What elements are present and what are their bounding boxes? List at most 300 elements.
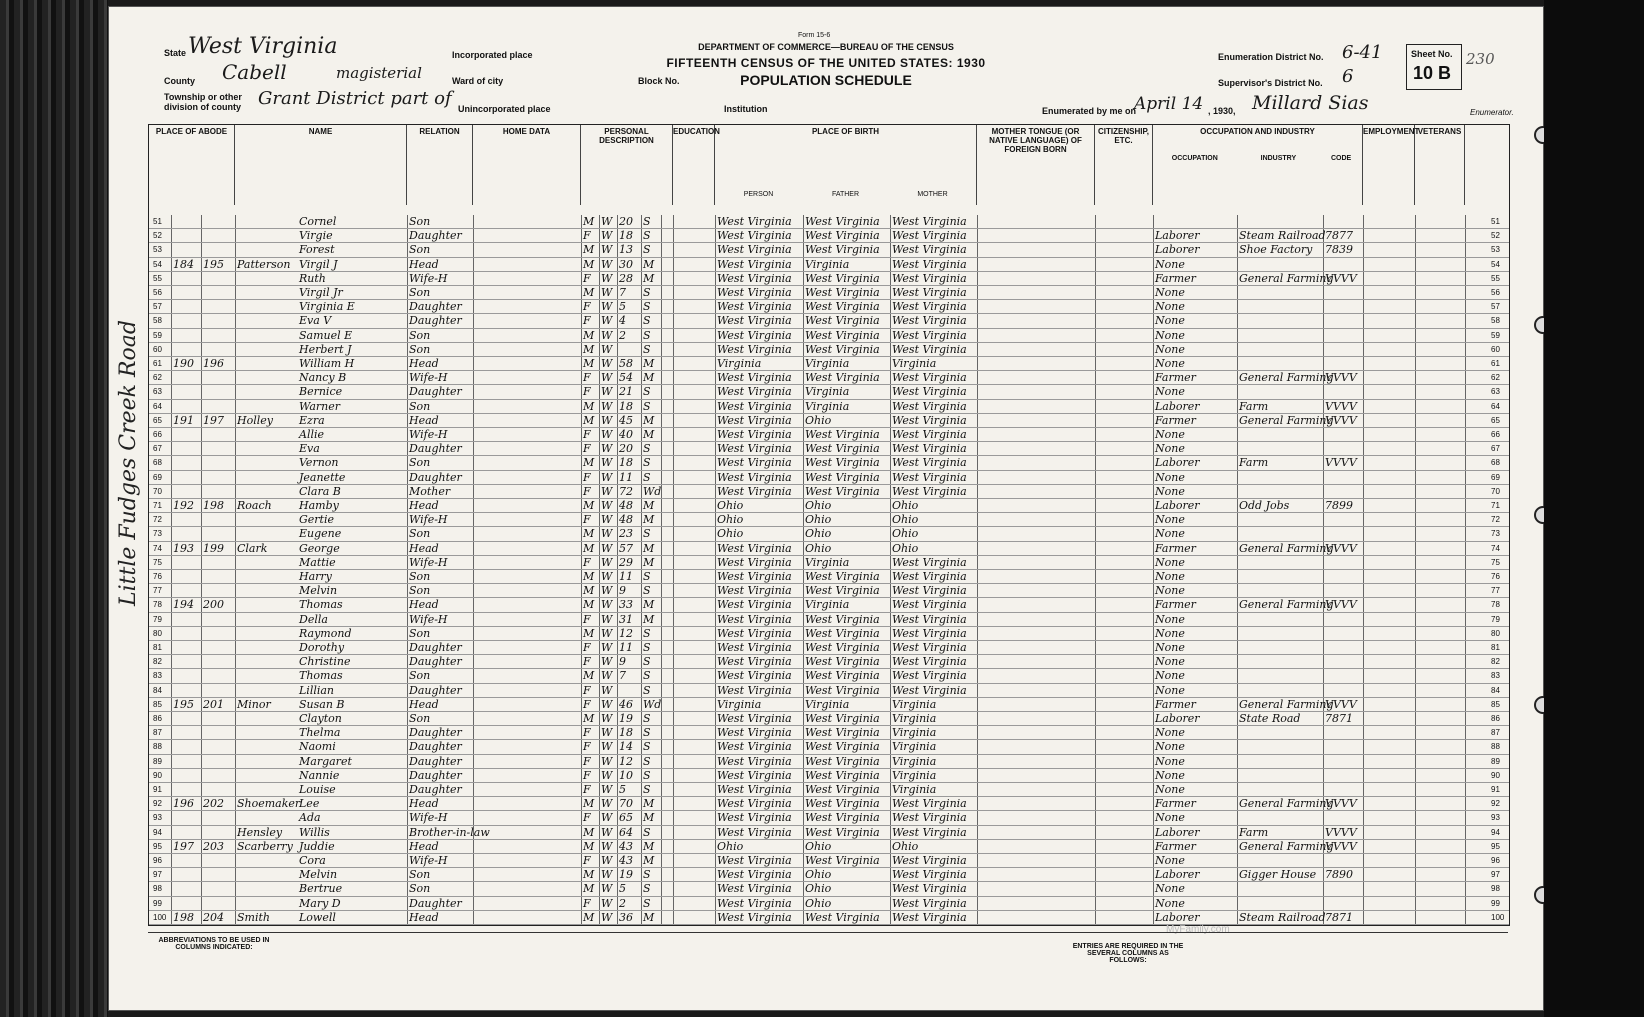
cell-race: W — [601, 527, 613, 541]
cell-code — [1323, 286, 1363, 299]
cell-fam — [201, 400, 235, 413]
cell-birth: West Virginia — [717, 399, 792, 413]
line-number-right: 63 — [1491, 387, 1500, 397]
cell-dw — [171, 641, 201, 654]
cell-father: Ohio — [805, 896, 832, 910]
cell-fam — [201, 300, 235, 313]
table-row — [149, 897, 1509, 911]
cell-dw — [171, 400, 201, 413]
line-number-right: 94 — [1491, 827, 1500, 837]
line-number-right: 99 — [1491, 898, 1500, 908]
cell-ind — [1237, 215, 1323, 228]
cell-mar: M — [643, 811, 655, 825]
cell-dw — [171, 669, 201, 682]
cell-sur — [235, 726, 297, 739]
cell-sex: M — [583, 357, 595, 370]
cell-mar: S — [643, 584, 651, 598]
cell-race: W — [601, 910, 613, 924]
cell-sur — [235, 627, 297, 640]
cell-sur — [235, 641, 297, 654]
table-row — [149, 911, 1509, 925]
cell-mother: Virginia — [892, 740, 937, 754]
cell-ind — [1237, 854, 1323, 867]
cell-mar: S — [643, 740, 651, 754]
block-label: Block No. — [638, 76, 680, 86]
cell-rel: Daughter — [409, 768, 462, 782]
line-number-right: 93 — [1491, 813, 1500, 823]
cell-code: VVVV — [1325, 598, 1357, 612]
cell-race: W — [601, 257, 613, 271]
cell-mar: S — [643, 754, 651, 768]
cell-age: 64 — [619, 825, 633, 839]
cell-code — [1323, 428, 1363, 441]
line-number: 91 — [153, 785, 162, 794]
cell-mother: West Virginia — [892, 257, 967, 271]
cell-race: W — [601, 740, 613, 754]
cell-code — [1323, 726, 1363, 739]
cell-dw — [171, 584, 201, 597]
cell-father: West Virginia — [805, 854, 880, 867]
cell-occ: Laborer — [1155, 399, 1200, 413]
cell-mar: M — [643, 612, 655, 626]
line-number-right: 88 — [1491, 742, 1500, 752]
cell-father: Ohio — [805, 839, 832, 853]
cell-occ: None — [1155, 442, 1185, 456]
cell-birth: West Virginia — [717, 371, 792, 385]
enumerated-date: April 14 — [1134, 94, 1204, 114]
township-value: Grant District part of — [258, 88, 452, 109]
line-number-right: 80 — [1491, 628, 1500, 638]
page-mark: 230 — [1466, 50, 1495, 68]
cell-dw: 184 — [173, 257, 194, 271]
cell-occ: None — [1155, 570, 1185, 583]
cell-sur — [235, 669, 297, 682]
cell-birth: West Virginia — [717, 484, 792, 498]
cell-given: Samuel E — [299, 328, 353, 342]
cell-fam — [201, 882, 235, 895]
table-row — [149, 882, 1509, 896]
cell-ind: General Farming — [1239, 413, 1334, 427]
cell-rel: Wife-H — [409, 612, 448, 626]
cell-dw — [171, 314, 201, 327]
cell-age: 2 — [619, 328, 626, 342]
cell-rel: Son — [409, 527, 431, 541]
cell-occ: None — [1155, 328, 1185, 342]
table-row — [149, 755, 1509, 769]
cell-sex: F — [583, 428, 591, 441]
cell-race: W — [601, 229, 613, 243]
cell-code — [1323, 854, 1363, 867]
cell-age — [617, 684, 641, 697]
col-place-of-birth: PLACE OF BIRTH PERSON FATHER MOTHER — [715, 125, 977, 205]
cell-sur — [235, 385, 297, 398]
cell-occ: None — [1155, 428, 1185, 441]
cell-age: 19 — [619, 868, 633, 882]
table-row — [149, 499, 1509, 513]
cell-age: 7 — [619, 669, 626, 683]
schedule-title: POPULATION SCHEDULE — [740, 72, 912, 88]
cell-ind: Steam Railroad — [1239, 910, 1326, 924]
cell-mother: Virginia — [892, 726, 937, 740]
cell-mother: West Virginia — [892, 314, 967, 328]
col-employment: EMPLOYMENT — [1363, 125, 1415, 205]
cell-age: 70 — [619, 797, 633, 811]
cell-sur — [235, 527, 297, 540]
table-row — [149, 400, 1509, 414]
cell-ind — [1237, 343, 1323, 356]
cell-mar: M — [643, 271, 655, 285]
cell-race: W — [601, 754, 613, 768]
cell-ind — [1237, 556, 1323, 569]
col-home-data: HOME DATA — [473, 125, 581, 205]
cell-given: Della — [299, 612, 328, 626]
cell-mar: M — [643, 598, 655, 612]
cell-birth: West Virginia — [717, 413, 792, 427]
cell-sex: M — [583, 584, 595, 598]
cell-given: Eva — [299, 442, 320, 456]
table-row — [149, 698, 1509, 712]
cell-sur — [235, 755, 297, 768]
line-number-right: 72 — [1491, 515, 1500, 525]
cell-sur — [235, 300, 297, 313]
col-mother-tongue: MOTHER TONGUE (OR NATIVE LANGUAGE) OF FOREIGN BORN — [977, 125, 1095, 205]
table-row — [149, 243, 1509, 257]
cell-age: 30 — [619, 257, 633, 271]
cell-mar: S — [643, 442, 651, 456]
line-number: 56 — [153, 288, 162, 297]
enumerated-label: Enumerated by me on — [1042, 106, 1137, 116]
cell-given: Forest — [299, 243, 335, 257]
cell-mar: S — [643, 726, 651, 740]
cell-mar: S — [643, 470, 651, 484]
cell-sex: F — [583, 612, 591, 626]
cell-father: West Virginia — [805, 314, 880, 328]
cell-age: 46 — [619, 697, 633, 711]
cell-race: W — [601, 584, 613, 598]
cell-dw — [171, 570, 201, 583]
cell-sur: Clark — [237, 541, 268, 555]
table-row — [149, 229, 1509, 243]
cell-dw — [171, 726, 201, 739]
cell-race: W — [601, 683, 613, 697]
cell-fam — [201, 712, 235, 725]
cell-fam — [201, 385, 235, 398]
cell-code: VVVV — [1325, 839, 1357, 853]
cell-age: 21 — [619, 385, 633, 399]
cell-sex: F — [583, 470, 591, 484]
cell-father: West Virginia — [805, 669, 880, 683]
cell-dw: 198 — [173, 910, 194, 924]
cell-fam — [201, 527, 235, 540]
cell-sex: F — [583, 300, 591, 314]
cell-given: Virgie — [299, 229, 333, 243]
incorporated-label: Incorporated place — [452, 50, 533, 60]
table-row — [149, 769, 1509, 783]
cell-birth: West Virginia — [717, 740, 792, 754]
cell-rel: Daughter — [409, 783, 462, 796]
cell-father: West Virginia — [805, 797, 880, 811]
cell-occ: None — [1155, 641, 1185, 654]
cell-ind — [1237, 811, 1323, 824]
table-row — [149, 598, 1509, 612]
cell-sur — [235, 371, 297, 384]
cell-occ: Laborer — [1155, 229, 1200, 243]
cell-code: VVVV — [1325, 399, 1357, 413]
cell-fam — [201, 286, 235, 299]
cell-birth: West Virginia — [717, 570, 792, 583]
cell-mother: Virginia — [892, 754, 937, 768]
cell-mar: S — [643, 286, 651, 299]
table-row — [149, 641, 1509, 655]
cell-sur — [235, 400, 297, 413]
col-relation: RELATION — [407, 125, 473, 205]
cell-sur — [235, 897, 297, 910]
enum-district-label: Enumeration District No. — [1218, 52, 1324, 62]
cell-birth: West Virginia — [717, 328, 792, 342]
table-row — [149, 385, 1509, 399]
cell-fam — [201, 556, 235, 569]
cell-occ: None — [1155, 385, 1185, 399]
line-number: 51 — [153, 217, 162, 226]
cell-mother: Virginia — [892, 712, 937, 725]
cell-ind — [1237, 513, 1323, 526]
cell-mother: West Virginia — [892, 470, 967, 484]
cell-age: 5 — [619, 300, 626, 314]
cell-rel: Son — [409, 882, 431, 896]
cell-father: Ohio — [805, 541, 832, 555]
line-number: 92 — [153, 799, 162, 809]
cell-sex: F — [583, 484, 591, 498]
cell-fam — [201, 584, 235, 597]
cell-mother: West Virginia — [892, 484, 967, 498]
cell-mar: M — [643, 854, 655, 867]
cell-rel: Head — [409, 541, 439, 555]
cell-sex: M — [583, 399, 595, 413]
cell-code: VVVV — [1325, 413, 1357, 427]
cell-age: 48 — [619, 499, 633, 512]
cell-occ: None — [1155, 740, 1185, 754]
cell-age: 5 — [619, 882, 626, 896]
cell-mother: West Virginia — [892, 215, 967, 228]
cell-birth: West Virginia — [717, 641, 792, 654]
cell-father: Ohio — [805, 413, 832, 427]
cell-dw — [171, 243, 201, 256]
cell-ind — [1237, 669, 1323, 682]
cell-rel: Wife-H — [409, 513, 448, 527]
cell-ind — [1237, 485, 1323, 498]
cell-birth: West Virginia — [717, 541, 792, 555]
cell-fam — [201, 272, 235, 285]
cell-age: 43 — [619, 839, 633, 853]
cell-given: Nannie — [299, 768, 340, 782]
cell-occ: Laborer — [1155, 243, 1200, 257]
census-title: FIFTEENTH CENSUS OF THE UNITED STATES: 1930 — [666, 56, 986, 70]
cell-age: 36 — [619, 910, 633, 924]
cell-rel: Brother-in-law — [409, 825, 490, 839]
line-number-right: 78 — [1491, 600, 1500, 610]
cell-code: 7890 — [1325, 868, 1353, 882]
cell-rel: Wife-H — [409, 854, 448, 867]
cell-given: Thomas — [299, 669, 343, 683]
cell-birth: West Virginia — [717, 442, 792, 456]
line-number-right: 100 — [1491, 912, 1505, 922]
cell-sex: M — [583, 499, 595, 512]
cell-mar: S — [643, 314, 651, 328]
cell-fam — [201, 726, 235, 739]
cell-fam — [201, 329, 235, 342]
line-number: 67 — [153, 444, 162, 454]
col-name: NAME — [235, 125, 407, 205]
cell-fam — [201, 371, 235, 384]
cell-occ: Farmer — [1155, 413, 1196, 427]
cell-sur: Roach — [237, 499, 272, 512]
cell-code: VVVV — [1325, 797, 1357, 811]
cell-code — [1323, 314, 1363, 327]
cell-dw — [171, 769, 201, 782]
cell-mar: M — [643, 555, 655, 569]
cell-age: 45 — [619, 413, 633, 427]
cell-father: Virginia — [805, 697, 850, 711]
cell-race: W — [601, 811, 613, 825]
cell-mar: S — [643, 683, 651, 697]
cell-age: 65 — [619, 811, 633, 825]
cell-rel: Daughter — [409, 229, 462, 243]
cell-occ: Laborer — [1155, 868, 1200, 882]
cell-birth: West Virginia — [717, 811, 792, 825]
cell-rel: Daughter — [409, 896, 462, 910]
line-number-right: 84 — [1491, 685, 1500, 695]
cell-ind — [1237, 655, 1323, 668]
cell-birth: West Virginia — [717, 655, 792, 669]
cell-code — [1323, 570, 1363, 583]
cell-age: 11 — [619, 641, 633, 654]
cell-given: Thelma — [299, 726, 341, 740]
line-number-right: 60 — [1491, 344, 1500, 354]
cell-sex: M — [583, 882, 595, 896]
cell-ind — [1237, 684, 1323, 697]
line-number: 64 — [153, 401, 162, 411]
cell-fam — [201, 442, 235, 455]
cell-mother: Virginia — [892, 768, 937, 782]
cell-mar: M — [643, 357, 655, 370]
cell-rel: Son — [409, 328, 431, 342]
cell-ind: State Road — [1239, 712, 1301, 725]
cell-dw: 196 — [173, 797, 194, 811]
cell-age: 9 — [619, 655, 626, 669]
table-row — [149, 854, 1509, 868]
cell-code — [1323, 740, 1363, 753]
line-number: 89 — [153, 756, 162, 766]
line-number-right: 64 — [1491, 401, 1500, 411]
cell-dw — [171, 655, 201, 668]
cell-sex: M — [583, 286, 595, 299]
cell-sex: F — [583, 854, 591, 867]
ward-label: Ward of city — [452, 76, 504, 86]
cell-sex: F — [583, 896, 591, 910]
cell-ind — [1237, 527, 1323, 540]
cell-ind: General Farming — [1239, 598, 1334, 612]
cell-fam — [201, 854, 235, 867]
line-number: 96 — [153, 856, 162, 865]
cell-given: Warner — [299, 399, 341, 413]
table-row — [149, 726, 1509, 740]
cell-race: W — [601, 428, 613, 441]
cell-race: W — [601, 470, 613, 484]
cell-mar: M — [643, 413, 655, 427]
cell-father: West Virginia — [805, 740, 880, 754]
cell-mother: West Virginia — [892, 854, 967, 867]
cell-code — [1323, 300, 1363, 313]
cell-birth: West Virginia — [717, 683, 792, 697]
cell-birth: West Virginia — [717, 783, 792, 796]
cell-mother: West Virginia — [892, 669, 967, 683]
cell-ind — [1237, 385, 1323, 398]
cell-father: Ohio — [805, 513, 832, 527]
cell-rel: Son — [409, 584, 431, 598]
cell-father: West Virginia — [805, 825, 880, 839]
cell-sex: F — [583, 271, 591, 285]
line-number-right: 85 — [1491, 699, 1500, 709]
cell-sex: M — [583, 257, 595, 271]
cell-occ: None — [1155, 513, 1185, 527]
cell-given: Cornel — [299, 215, 337, 228]
line-number: 93 — [153, 813, 162, 823]
line-number: 55 — [153, 273, 162, 283]
cell-sur — [235, 314, 297, 327]
cell-race: W — [601, 854, 613, 867]
cell-birth: West Virginia — [717, 456, 792, 470]
county-value: Cabell — [222, 60, 287, 84]
cell-sex: F — [583, 371, 591, 385]
cell-age: 43 — [619, 854, 633, 867]
cell-ind: Shoe Factory — [1239, 243, 1313, 257]
cell-given: Melvin — [299, 868, 338, 882]
cell-fam: 199 — [203, 541, 224, 555]
cell-ind — [1237, 357, 1323, 370]
cell-dw — [171, 442, 201, 455]
line-number-right: 81 — [1491, 643, 1500, 652]
cell-age: 4 — [619, 314, 626, 328]
cell-occ: None — [1155, 854, 1185, 867]
cell-mother: West Virginia — [892, 811, 967, 825]
cell-mar: S — [643, 641, 651, 654]
cell-father: Ohio — [805, 499, 832, 512]
cell-code — [1323, 329, 1363, 342]
cell-race: W — [601, 825, 613, 839]
line-number-right: 77 — [1491, 586, 1500, 596]
cell-race: W — [601, 456, 613, 470]
cell-code — [1323, 471, 1363, 484]
cell-dw — [171, 471, 201, 484]
cell-given: Ruth — [299, 271, 326, 285]
cell-code — [1323, 783, 1363, 796]
cell-birth: Ohio — [717, 499, 744, 512]
line-number-right: 76 — [1491, 572, 1500, 581]
cell-sex: F — [583, 229, 591, 243]
table-row — [149, 371, 1509, 385]
line-number: 74 — [153, 543, 162, 553]
form-number: Form 15-6 — [798, 32, 831, 39]
cell-birth: Ohio — [717, 839, 744, 853]
cell-father: West Virginia — [805, 570, 880, 583]
col-veterans: VETERANS — [1415, 125, 1465, 205]
cell-fam — [201, 769, 235, 782]
cell-given: Gertie — [299, 513, 335, 527]
cell-mother: West Virginia — [892, 243, 967, 257]
cell-code — [1323, 258, 1363, 271]
cell-given: Dorothy — [299, 641, 345, 654]
cell-rel: Daughter — [409, 683, 462, 697]
